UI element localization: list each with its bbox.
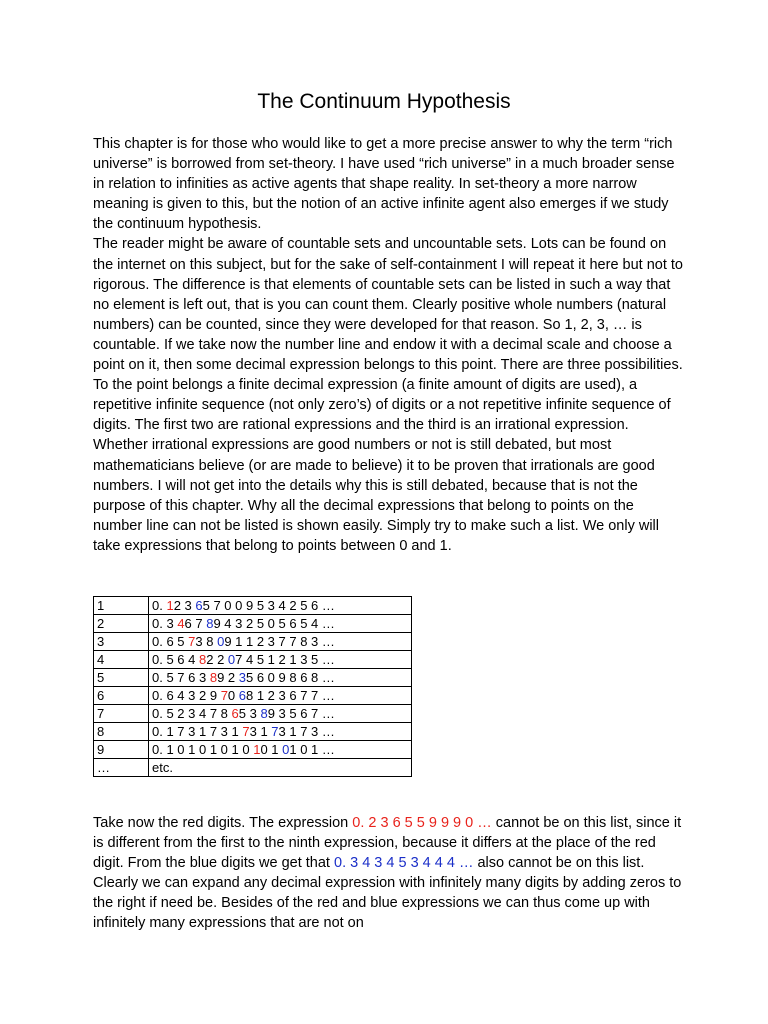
row-expression bbox=[149, 615, 412, 633]
table-row bbox=[94, 705, 412, 723]
row-expression bbox=[149, 669, 412, 687]
digits-between: 5 3 bbox=[238, 705, 261, 721]
row-expression bbox=[149, 597, 412, 615]
expression-prefix: 0. bbox=[152, 705, 167, 721]
body-text-bottom bbox=[93, 813, 683, 934]
page-title: The Continuum Hypothesis bbox=[257, 90, 511, 113]
table-row bbox=[94, 615, 412, 633]
blue-digit: 0 bbox=[217, 633, 225, 649]
row-expression bbox=[149, 633, 412, 651]
digits-before-red: 5 2 3 4 7 8 bbox=[166, 705, 232, 721]
paragraph-diagonal bbox=[93, 813, 683, 934]
digits-after-blue: 7 4 5 1 2 1 3 5 … bbox=[235, 651, 335, 667]
blue-digit: 0 bbox=[227, 651, 236, 667]
digits-before-red: 5 7 6 3 bbox=[166, 669, 210, 685]
row-index: 3 bbox=[94, 633, 149, 651]
table-row bbox=[94, 723, 412, 741]
digits-before-red: 3 bbox=[166, 615, 178, 631]
red-diagonal-expression: 0. 2 3 6 5 5 9 9 9 0 … bbox=[352, 815, 492, 831]
expression-prefix: 0. bbox=[152, 687, 167, 703]
digits-between: 2 2 bbox=[206, 651, 228, 667]
paragraph-intro: This chapter is for those who would like to get a more precise answer to why the term “rich universe” is borrowed from set-theory. I have used “rich universe” in a much broader sense in relation to infinities as active agents that shape reality. In set-theory a more narrow meaning is given to this, but the notion of an active infinite agent also emerges if we study the continuum hypothesis. bbox=[93, 136, 675, 233]
blue-diagonal-expression: 0. 3 4 3 4 5 3 4 4 4 … bbox=[334, 855, 474, 872]
blue-digit: 3 bbox=[238, 669, 246, 685]
red-digit: 8 bbox=[209, 669, 218, 685]
digits-before-red: 6 4 3 2 9 bbox=[166, 687, 221, 703]
expression-prefix: 0. bbox=[152, 723, 167, 739]
blue-digit: 7 bbox=[271, 723, 279, 739]
digits-before-red: 6 5 bbox=[166, 633, 189, 649]
expression-prefix: 0. bbox=[152, 651, 167, 667]
red-digit: 6 bbox=[231, 705, 239, 721]
digits-after-blue: 9 4 3 2 5 0 5 6 5 4 … bbox=[213, 615, 335, 631]
red-digit: 1 bbox=[253, 741, 261, 757]
red-digit: 7 bbox=[188, 633, 196, 649]
row-expression bbox=[149, 705, 412, 723]
table-row bbox=[94, 687, 412, 705]
row-index: 7 bbox=[94, 705, 149, 723]
digits-after-blue: 8 1 2 3 6 7 7 … bbox=[246, 687, 335, 703]
row-index: 8 bbox=[94, 723, 149, 741]
row-expression bbox=[149, 759, 412, 777]
row-expression bbox=[149, 741, 412, 759]
digits-between: 3 8 bbox=[195, 633, 218, 649]
row-index: 9 bbox=[94, 741, 149, 759]
expression-prefix: 0. bbox=[152, 633, 167, 649]
row-index: 5 bbox=[94, 669, 149, 687]
digits-between: 3 1 bbox=[249, 723, 272, 739]
expression-prefix: 0. bbox=[152, 615, 167, 631]
row-index: 2 bbox=[94, 615, 149, 633]
red-digit: 4 bbox=[177, 615, 185, 631]
digits-between: 2 3 bbox=[173, 597, 196, 613]
table-row bbox=[94, 633, 412, 651]
row-index: 6 bbox=[94, 687, 149, 705]
row-expression bbox=[149, 651, 412, 669]
digits-after-blue: 1 0 1 … bbox=[289, 741, 335, 757]
blue-digit: 6 bbox=[238, 687, 246, 703]
paragraph-diagonal-text-c: also cannot be on this list. Clearly we can expand any decimal expression with infinitely many digits by adding zeros to the right if need be. Besides of the red and blue expressions we can thus come up with infinitely many expressions that are not on bbox=[93, 855, 682, 932]
red-digit: 7 bbox=[242, 723, 250, 739]
table-row bbox=[94, 669, 412, 687]
blue-digit: 8 bbox=[260, 705, 268, 721]
digits-before-red: 1 7 3 1 7 3 1 bbox=[166, 723, 243, 739]
row-expression bbox=[149, 687, 412, 705]
red-digit: 7 bbox=[220, 687, 228, 703]
paragraph-diagonal-text-a: Take now the red digits. The expression bbox=[93, 815, 353, 831]
paragraph-countable: The reader might be aware of countable sets and uncountable sets. Lots can be found on the internet on this subject, but for the sake of self-containment I will repeat it here but not to rigorous. The difference is that elements of countable sets can be listed in such a way that no element is left out, that is you can count them. Clearly positive whole numbers (natural numbers) can be counted, since they were developed for that reason. So 1, 2, 3, … is countable. If we take now the number line and endow it with a decimal scale and choose a point on it, then some decimal expression belongs to this point. There are three possibilities. To the point belongs a finite decimal expression (a finite amount of digits are used), a repetitive infinite sequence (not only zero’s) of digits or a not repetitive infinite sequence of digits. The first two are rational expressions and the third is an irrational expression. Whether irrational expressions are good numbers or not is still debated, but most mathematicians believe (or are made to believe) it to be proven that irrationals are good numbers. I will not get into the details why this is still debated, because that is not the purpose of this chapter. Why all the decimal expressions that belong to points on the number line can not be listed is shown easily. Simply try to make such a list. We only will take expressions that belong to points between 0 and 1. bbox=[93, 236, 683, 554]
digits-after-blue: 3 1 7 3 … bbox=[278, 723, 335, 739]
blue-digit: 8 bbox=[206, 615, 214, 631]
blue-digit: 0 bbox=[282, 741, 290, 757]
red-digit: 1 bbox=[166, 597, 174, 613]
diagonal-table bbox=[93, 596, 412, 777]
table-row bbox=[94, 651, 412, 669]
row-expression bbox=[149, 723, 412, 741]
digits-after-blue: 9 3 5 6 7 … bbox=[267, 705, 335, 721]
diagonal-table-body bbox=[94, 597, 412, 777]
expression-prefix: etc. bbox=[152, 759, 173, 775]
blue-digit: 6 bbox=[195, 597, 203, 613]
paragraph-diagonal-text-b: cannot be on this list, since it is different from the first to the ninth expression, because it differs at the place of the red digit. From the blue digits we get that bbox=[93, 815, 682, 872]
digits-before-red: 5 6 4 bbox=[166, 651, 199, 667]
table-row bbox=[94, 597, 412, 615]
body-text-top bbox=[93, 134, 683, 556]
row-index: 4 bbox=[94, 651, 149, 669]
red-digit: 8 bbox=[199, 651, 207, 667]
digits-after-blue: 5 6 0 9 8 6 8 … bbox=[246, 669, 335, 685]
digits-between: 6 7 bbox=[184, 615, 207, 631]
expression-prefix: 0. bbox=[152, 741, 167, 757]
digits-between: 0 1 bbox=[260, 741, 283, 757]
digits-between: 9 2 bbox=[217, 669, 239, 685]
digits-between: 0 bbox=[227, 687, 239, 703]
table-row bbox=[94, 741, 412, 759]
expression-prefix: 0. bbox=[152, 669, 167, 685]
expression-prefix: 0. bbox=[152, 597, 167, 613]
row-index: … bbox=[94, 759, 149, 777]
digits-after-blue: 5 7 0 0 9 5 3 4 2 5 6 … bbox=[202, 597, 335, 613]
digits-after-blue: 9 1 1 2 3 7 7 8 3 … bbox=[224, 633, 335, 649]
row-index: 1 bbox=[94, 597, 149, 615]
digits-before-red: 1 0 1 0 1 0 1 0 bbox=[166, 741, 254, 757]
table-row bbox=[94, 759, 412, 777]
